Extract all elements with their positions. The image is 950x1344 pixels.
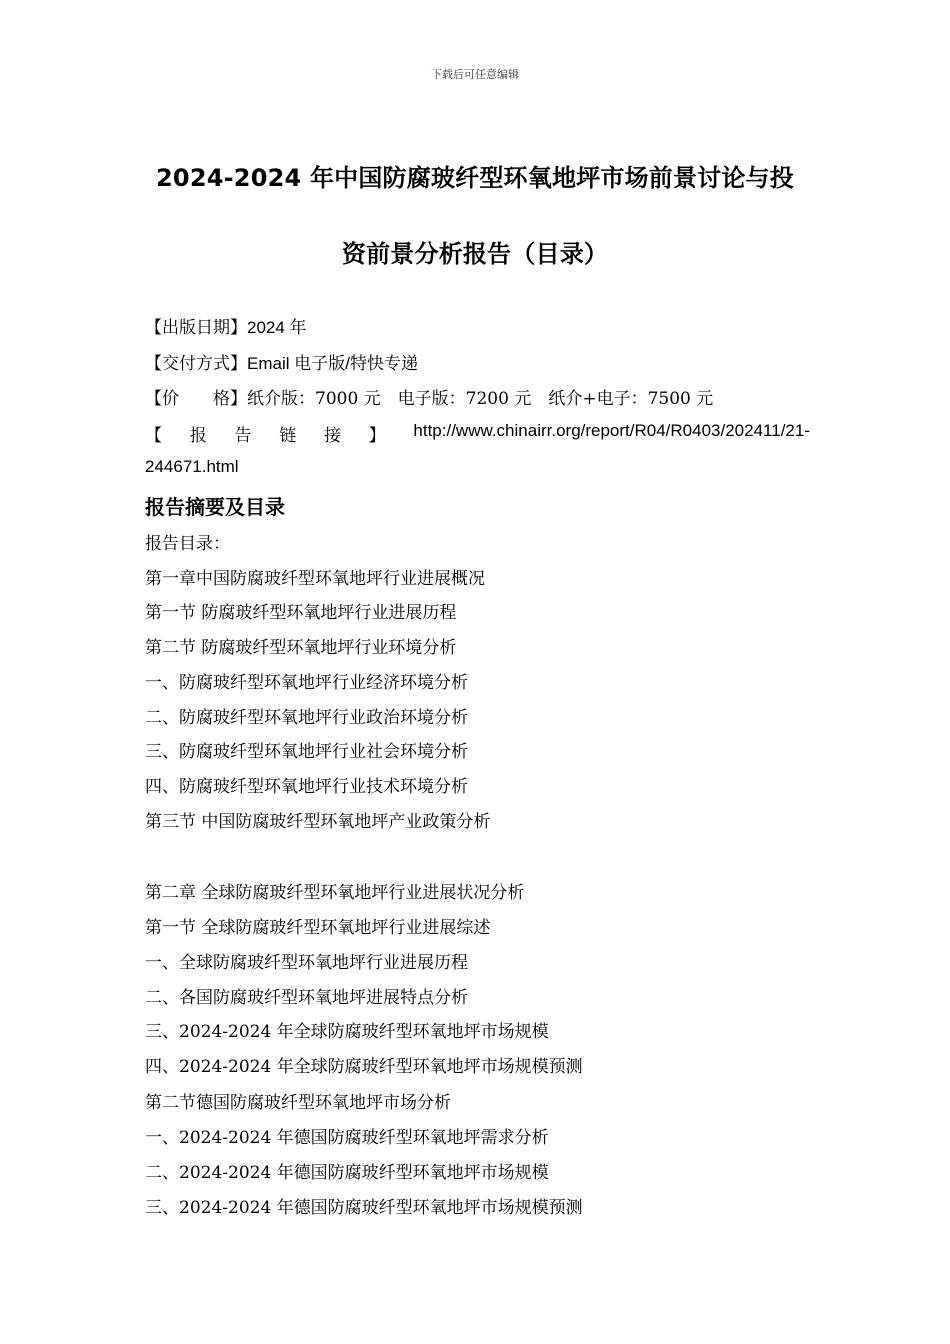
toc-item: 第三节 中国防腐玻纤型环氧地坪产业政策分析 <box>145 812 491 832</box>
toc-item: 报告目录： <box>145 534 230 554</box>
toc-item: 四、防腐玻纤型环氧地坪行业技术环境分析 <box>145 777 468 797</box>
price-value: 纸介版：7000 元 电子版：7200 元 纸介+电子：7500 元 <box>247 389 714 409</box>
toc-item: 一、全球防腐玻纤型环氧地坪行业进展历程 <box>145 953 468 973</box>
toc-item: 三、2024-2024 年德国防腐玻纤型环氧地坪市场规模预测 <box>145 1198 583 1218</box>
toc-item: 二、2024-2024 年德国防腐玻纤型环氧地坪市场规模 <box>145 1163 549 1183</box>
report-link-url-continued[interactable]: 244671.html <box>145 457 239 476</box>
toc-item: 三、防腐玻纤型环氧地坪行业社会环境分析 <box>145 742 468 762</box>
price-row <box>145 384 713 409</box>
page-header-note: 下载后可任意编辑 <box>431 68 519 81</box>
publish-date-label: 【出版日期】 <box>145 318 247 338</box>
toc-item: 一、2024-2024 年德国防腐玻纤型环氧地坪需求分析 <box>145 1128 549 1148</box>
section-heading: 报告摘要及目录 <box>145 495 285 519</box>
toc-item: 第一章中国防腐玻纤型环氧地坪行业进展概况 <box>145 569 485 589</box>
report-link-row <box>145 421 810 446</box>
price-label: 【价 格】 <box>145 389 247 409</box>
link-label-char: 报 <box>189 426 207 446</box>
delivery-label: 【交付方式】 <box>145 354 247 374</box>
toc-item: 二、防腐玻纤型环氧地坪行业政治环境分析 <box>145 708 468 728</box>
link-label-char: 接 <box>323 426 341 446</box>
toc-item: 二、各国防腐玻纤型环氧地坪进展特点分析 <box>145 988 468 1008</box>
link-label-char: 告 <box>234 426 252 446</box>
publish-date-value: 2024 年 <box>247 318 307 337</box>
delivery-value: Email 电子版/特快专递 <box>247 354 418 373</box>
toc-item: 第二节德国防腐玻纤型环氧地坪市场分析 <box>145 1093 451 1113</box>
toc-item: 第一节 防腐玻纤型环氧地坪行业进展历程 <box>145 603 457 623</box>
report-title-line-1: 2024-2024 年中国防腐玻纤型环氧地坪市场前景讨论与投 <box>156 164 794 192</box>
toc-item: 第二章 全球防腐玻纤型环氧地坪行业进展状况分析 <box>145 883 525 903</box>
toc-item: 四、2024-2024 年全球防腐玻纤型环氧地坪市场规模预测 <box>145 1057 583 1077</box>
toc-item: 三、2024-2024 年全球防腐玻纤型环氧地坪市场规模 <box>145 1022 549 1042</box>
toc-item: 第二节 防腐玻纤型环氧地坪行业环境分析 <box>145 638 457 658</box>
delivery-row <box>145 349 418 374</box>
report-link-url[interactable]: http://www.chinairr.org/report/R04/R0403/202411/21- <box>413 421 810 440</box>
report-title-line-2: 资前景分析报告（目录） <box>341 240 609 268</box>
link-label-char: 【 <box>145 426 162 446</box>
publish-date-row <box>145 313 307 338</box>
link-label-char: 】 <box>368 426 386 446</box>
toc-item: 一、防腐玻纤型环氧地坪行业经济环境分析 <box>145 673 468 693</box>
link-label-char: 链 <box>279 426 297 446</box>
toc-item: 第一节 全球防腐玻纤型环氧地坪行业进展综述 <box>145 918 491 938</box>
